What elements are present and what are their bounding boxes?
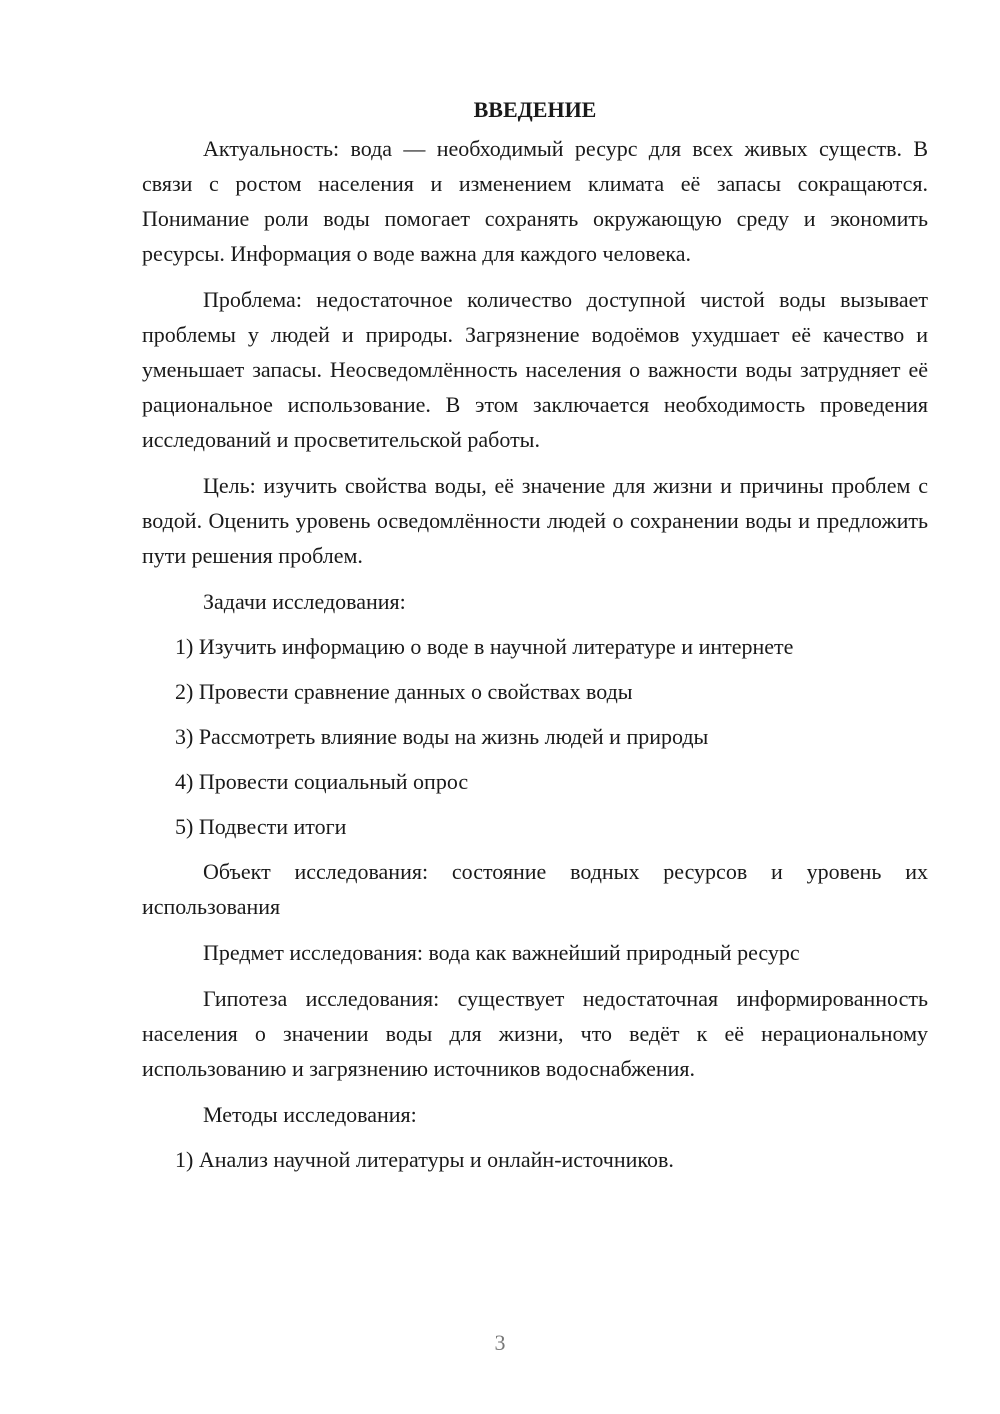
method-item: 1) Анализ научной литературы и онлайн-источников. xyxy=(175,1147,674,1172)
goal-paragraph: Цель: изучить свойства воды, её значение для жизни и причины проблем с водой. Оценить уровень осведомлённости людей о сохранении воды и предложить пути решения проблем. xyxy=(142,473,928,568)
task-item: 2) Провести сравнение данных о свойствах воды xyxy=(175,679,633,704)
problem-paragraph: Проблема: недостаточное количество доступной чистой воды вызывает проблемы у людей и природы. Загрязнение водоёмов ухудшает её качество и уменьшает запасы. Неосведомлённость населения о важности воды затрудняет её рациональное использование. В этом заключается необходимость проведения исследований и просветительской работы. xyxy=(142,287,928,452)
methods-list xyxy=(142,1142,928,1177)
section-title: ВВЕДЕНИЕ xyxy=(473,97,597,122)
methods-heading: Методы исследования: xyxy=(203,1102,417,1127)
task-item: 5) Подвести итоги xyxy=(175,814,347,839)
task-item: 4) Провести социальный опрос xyxy=(175,769,469,794)
tasks-list xyxy=(142,629,928,844)
relevance-paragraph: Актуальность: вода — необходимый ресурс для всех живых существ. В связи с ростом населения и изменением климата её запасы сокращаются. Понимание роли воды помогает сохранять окружающую среду и экономить ресурсы. Информация о воде важна для каждого человека. xyxy=(142,136,928,266)
task-item: 3) Рассмотреть влияние воды на жизнь людей и природы xyxy=(175,724,709,749)
document-page xyxy=(142,92,928,1187)
page-number: 3 xyxy=(494,1330,506,1355)
object-paragraph: Объект исследования: состояние водных ресурсов и уровень их использования xyxy=(142,859,928,919)
task-item: 1) Изучить информацию о воде в научной литературе и интернете xyxy=(175,634,794,659)
subject-paragraph: Предмет исследования: вода как важнейший природный ресурс xyxy=(203,940,800,965)
hypothesis-paragraph: Гипотеза исследования: существует недостаточная информированность населения о значении воды для жизни, что ведёт к её нерациональному использованию и загрязнению источников водоснабжения. xyxy=(142,986,928,1081)
tasks-heading: Задачи исследования: xyxy=(203,589,406,614)
